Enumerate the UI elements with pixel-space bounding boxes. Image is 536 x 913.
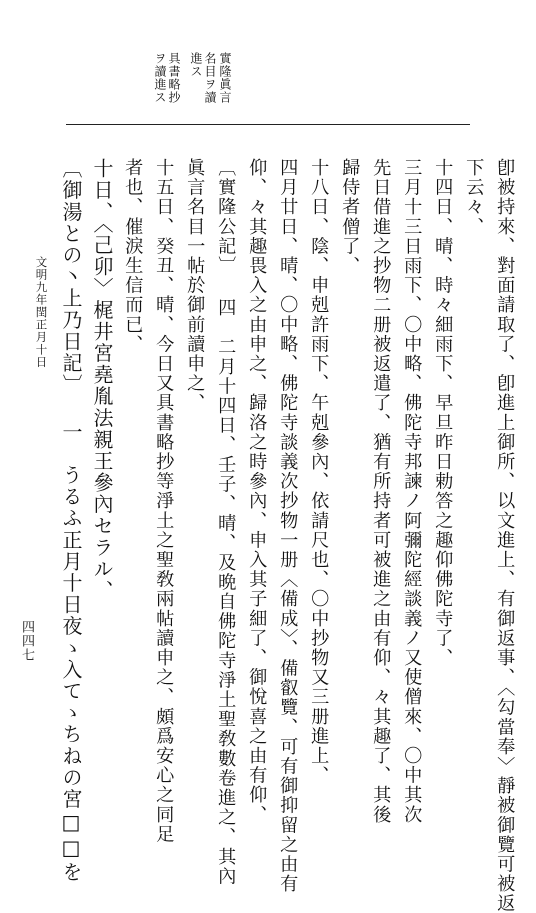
- text-column-12: 十五日、癸丑、晴、今日又具書略抄等淨土之聖敎兩帖讀申之、頗爲安心之同足: [153, 158, 175, 844]
- gloss-line-4: 具書略抄: [167, 52, 181, 104]
- text-column-14: 十日、〈己卯〉梶井宮堯胤法親王參內セラル、: [90, 158, 114, 602]
- text-column-11: 眞言名目一帖於御前讀申之、: [184, 158, 206, 413]
- page-number: 四四七: [19, 620, 34, 662]
- text-column-13: 者也、催淚生信而已、: [122, 158, 144, 354]
- text-column-7: 十八日、陰、申剋許雨下、午剋參內、依請尺也、〇中抄物又三册進上、: [308, 158, 330, 786]
- text-column-5: 先日借進之抄物二册被返遣了、猶有所持者可被進之由有仰、々其趣了、其後: [370, 158, 392, 825]
- text-column-1: 卽被持來、對面請取了、卽進上御所、以文進上、有御返事、〈勾當奉〉靜被御覽可被返: [494, 158, 516, 913]
- text-column-15: 〔御湯との丶上乃日記〕 一 うるふ正月十日夜ゝ入てゝちねの宮□□を: [59, 158, 83, 883]
- header-rule: [66, 124, 470, 125]
- gloss-line-2: 名目ヲ讀: [203, 52, 217, 104]
- text-column-2: 下云々、: [463, 158, 485, 237]
- text-column-6: 歸侍者僧了、: [339, 158, 361, 276]
- margin-date: 文明九年閏正月十日: [34, 256, 49, 369]
- text-column-10: 〔實隆公記〕 四 二月十四日、壬子、晴、及晩自佛陀寺淨土聖敎數卷進之、其內: [215, 158, 237, 886]
- text-column-3: 十四日、晴、時々細雨下、早旦昨日勅答之趣仰佛陀寺了、: [432, 158, 454, 668]
- gloss-line-3: 進ス: [189, 52, 203, 78]
- text-column-9: 仰、々其趣畏入之由申之、歸洛之時參內、申入其子細了、御悅喜之由有仰、: [246, 158, 268, 825]
- gloss-line-5: ヲ讀進ス: [153, 52, 167, 104]
- text-column-4: 三月十三日雨下、〇中略、佛陀寺邦諫ノ阿彌陀經談義ノ又使僧來、〇中其次: [401, 158, 423, 825]
- text-column-8: 四月廿日、晴、〇中略、佛陀寺談義次抄物一册〈備成〉、備叡覽、可有御抑留之由有: [277, 158, 299, 894]
- gloss-line-1: 實隆眞言: [218, 52, 232, 104]
